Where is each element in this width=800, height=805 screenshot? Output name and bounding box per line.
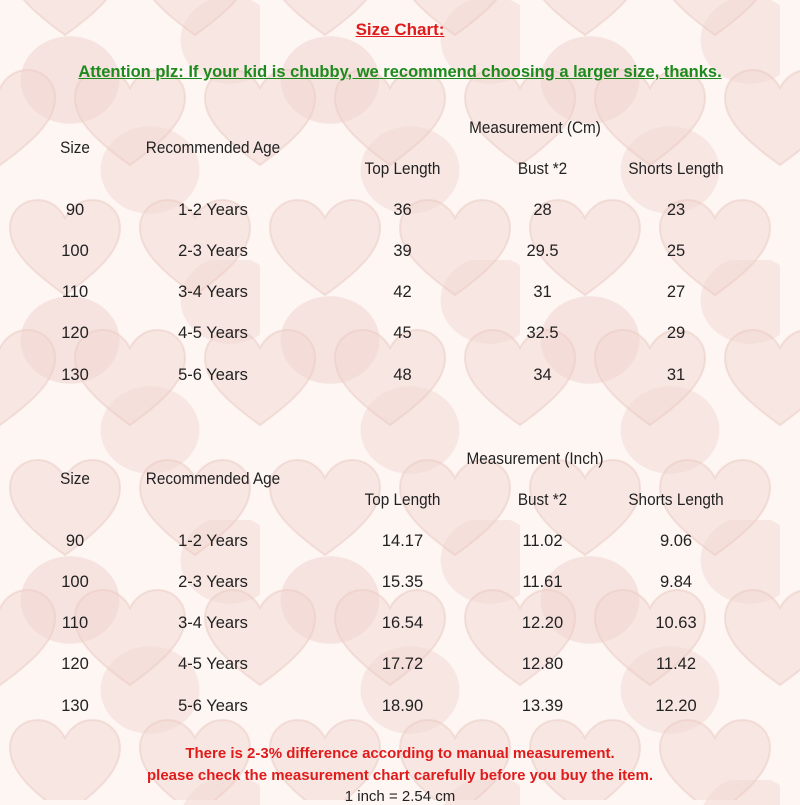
cell-size: 90 — [65, 201, 85, 219]
cell-size: 130 — [61, 366, 89, 384]
cell-bust: 11.02 — [522, 532, 563, 550]
cell-shorts-length: 27 — [666, 283, 686, 301]
footer-note-difference: There is 2-3% difference according to manual measurement. — [185, 745, 615, 762]
header-top-length: Top Length — [364, 490, 441, 509]
cell-age: 2-3 Years — [178, 573, 248, 591]
header-size: Size — [60, 469, 90, 488]
cell-shorts-length: 23 — [666, 201, 686, 219]
cell-size: 110 — [61, 614, 89, 632]
cell-age: 3-4 Years — [178, 614, 248, 632]
cell-bust: 32.5 — [526, 324, 559, 342]
cell-age: 1-2 Years — [178, 201, 248, 219]
cell-shorts-length: 31 — [666, 366, 686, 384]
page-title: Size Chart: — [355, 20, 445, 39]
cell-age: 3-4 Years — [178, 283, 248, 301]
cell-shorts-length: 11.42 — [655, 655, 697, 673]
header-shorts-length: Shorts Length — [628, 490, 724, 509]
cell-shorts-length: 29 — [666, 324, 686, 342]
cell-bust: 12.80 — [521, 655, 564, 673]
cell-shorts-length: 9.06 — [659, 532, 693, 550]
cell-top-length: 15.35 — [381, 573, 424, 591]
cell-shorts-length: 9.84 — [659, 573, 693, 591]
header-top-length: Top Length — [364, 159, 441, 178]
cell-top-length: 18.90 — [381, 697, 424, 715]
cell-age: 2-3 Years — [178, 242, 248, 260]
cell-shorts-length: 25 — [666, 242, 686, 260]
cell-top-length: 36 — [393, 201, 412, 219]
cell-bust: 31 — [533, 283, 552, 301]
cell-top-length: 17.72 — [381, 655, 424, 673]
header-shorts-length: Shorts Length — [628, 159, 724, 178]
cell-top-length: 39 — [393, 242, 412, 260]
header-size: Size — [60, 138, 90, 157]
cell-size: 120 — [61, 655, 89, 673]
cell-size: 110 — [61, 283, 89, 301]
cell-bust: 12.20 — [521, 614, 564, 632]
cell-shorts-length: 12.20 — [655, 697, 697, 715]
header-age: Recommended Age — [145, 138, 281, 157]
cell-age: 5-6 Years — [178, 697, 248, 715]
cell-size: 100 — [61, 573, 89, 591]
cell-size: 130 — [61, 697, 89, 715]
cell-age: 4-5 Years — [178, 324, 248, 342]
cell-size: 90 — [65, 532, 85, 550]
cell-bust: 28 — [533, 201, 552, 219]
footer-conversion: 1 inch = 2.54 cm — [344, 788, 456, 805]
cell-age: 4-5 Years — [178, 655, 248, 673]
cell-bust: 11.61 — [522, 573, 563, 591]
header-bust: Bust *2 — [517, 159, 568, 178]
header-age: Recommended Age — [145, 469, 281, 488]
footer-note-check: please check the measurement chart carefully before you buy the item. — [146, 767, 653, 784]
cell-size: 120 — [61, 324, 89, 342]
cell-top-length: 45 — [393, 324, 412, 342]
header-bust: Bust *2 — [517, 490, 568, 509]
attention-note: Attention plz: If your kid is chubby, we recommend choosing a larger size, thanks. — [78, 63, 722, 81]
cell-shorts-length: 10.63 — [655, 614, 697, 632]
cell-bust: 13.39 — [521, 697, 564, 715]
cell-age: 1-2 Years — [178, 532, 248, 550]
cell-top-length: 16.54 — [381, 614, 424, 632]
cell-bust: 34 — [533, 366, 552, 384]
cell-size: 100 — [61, 242, 89, 260]
measurement-label: Measurement (Inch) — [466, 449, 604, 468]
cell-top-length: 14.17 — [381, 532, 424, 550]
cell-top-length: 48 — [393, 366, 412, 384]
measurement-label: Measurement (Cm) — [469, 118, 601, 137]
cell-bust: 29.5 — [526, 242, 559, 260]
cell-top-length: 42 — [393, 283, 412, 301]
cell-age: 5-6 Years — [178, 366, 248, 384]
